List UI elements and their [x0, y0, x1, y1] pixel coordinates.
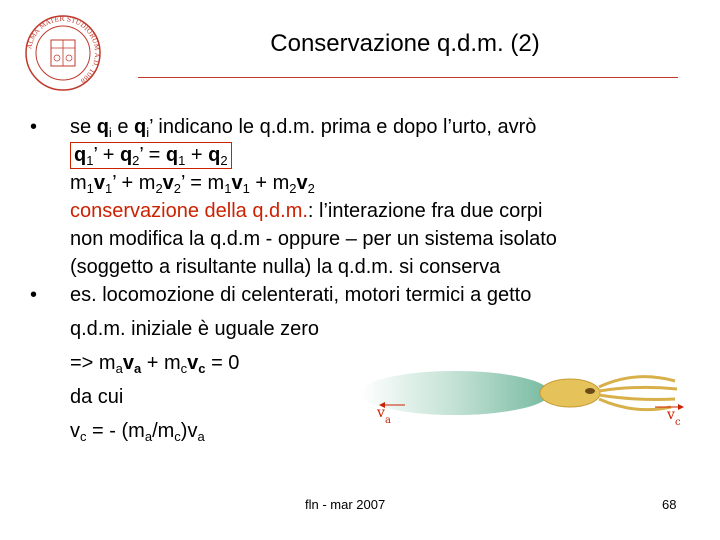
- sub: 2: [289, 181, 297, 196]
- m: m: [138, 172, 156, 194]
- footer-course-date: fln - mar 2007: [305, 497, 386, 512]
- m: m: [207, 172, 225, 194]
- sub: c: [180, 361, 188, 376]
- op: /m: [152, 420, 175, 442]
- op: = - (m: [86, 420, 145, 442]
- text: se: [70, 116, 97, 138]
- op: ’ +: [112, 172, 139, 194]
- sub: 2: [155, 181, 163, 196]
- sub: c: [174, 429, 181, 444]
- text: : l’interazione fra due corpi: [307, 200, 543, 222]
- sub: 2: [307, 181, 315, 196]
- sub: 2: [220, 153, 228, 168]
- q: q: [165, 144, 179, 166]
- m: m: [70, 172, 87, 194]
- m: m: [163, 352, 181, 374]
- text-line: q.d.m. iniziale è uguale zero: [70, 318, 320, 340]
- sub: c: [80, 429, 87, 444]
- sub: a: [144, 429, 153, 444]
- m: m: [98, 352, 116, 374]
- op: )v: [180, 420, 198, 442]
- v: v: [296, 172, 308, 194]
- op: ’ =: [139, 144, 166, 166]
- sub: 1: [86, 181, 94, 196]
- vc-subscript: c: [675, 417, 681, 428]
- sub: 1: [224, 181, 232, 196]
- v: v: [231, 172, 243, 194]
- sub: 2: [132, 153, 140, 168]
- v: v: [162, 172, 174, 194]
- squid-jet-illustration: [345, 345, 695, 463]
- op: +: [185, 144, 209, 166]
- slide-title: Conservazione q.d.m. (2): [270, 30, 540, 57]
- sub: a: [133, 361, 142, 376]
- vc-label: v: [667, 407, 675, 423]
- q-symbol: q: [96, 116, 109, 138]
- q: q: [119, 144, 133, 166]
- op: +: [249, 172, 273, 194]
- op: ’ +: [93, 144, 120, 166]
- q-symbol: q: [134, 116, 147, 138]
- op: +: [141, 352, 164, 374]
- water-jet: [360, 371, 550, 415]
- svg-text:ALMA MATER STUDIORUM A.D. 1088: ALMA MATER STUDIORUM A.D. 1088: [25, 14, 102, 85]
- va-label: v: [377, 405, 385, 421]
- title-underline: [138, 77, 678, 78]
- sub: 1: [242, 181, 250, 196]
- bullet-dot: •: [30, 116, 38, 138]
- op: =>: [70, 352, 99, 374]
- v: v: [187, 352, 199, 374]
- conservation-line: [30, 197, 700, 225]
- vc-arrowhead: [678, 404, 684, 410]
- text: es. locomozione di celenterati, motori termici a getto: [70, 284, 532, 306]
- sub: a: [115, 361, 123, 376]
- sub: 2: [173, 181, 182, 196]
- squid-eye: [585, 388, 595, 394]
- sub: 1: [178, 153, 186, 168]
- squid-tentacles: [599, 377, 677, 410]
- equation-q: [30, 141, 700, 169]
- m: m: [272, 172, 290, 194]
- q: q: [208, 144, 221, 166]
- q: q: [74, 144, 87, 166]
- op: = 0: [205, 352, 240, 374]
- v: v: [122, 352, 134, 374]
- subscript: i: [146, 125, 150, 140]
- v: v: [70, 420, 80, 442]
- v: v: [93, 172, 106, 194]
- text-line: da cui: [70, 386, 124, 408]
- equation-mv: [30, 169, 700, 197]
- va-subscript: a: [385, 415, 391, 426]
- bullet-dot: •: [30, 284, 38, 306]
- boxed-equation: [70, 142, 232, 169]
- text: ’ indicano le q.d.m. prima e dopo l’urto, avrò: [149, 116, 537, 138]
- bullet-2: [30, 281, 700, 309]
- text: e: [111, 116, 135, 138]
- bullet-1: [30, 113, 700, 141]
- op: ’ =: [181, 172, 208, 194]
- sub: c: [198, 361, 206, 376]
- page-number: 68: [662, 497, 677, 512]
- subscript: i: [108, 125, 112, 140]
- text-line: non modifica la q.d.m - oppure – per un sistema isolato: [70, 228, 557, 250]
- sub: 1: [105, 181, 113, 196]
- conservation-label: conservazione della q.d.m.: [70, 200, 308, 222]
- text-line: (soggetto a risultante nulla) la q.d.m. si conserva: [70, 256, 501, 278]
- sub: 1: [86, 153, 94, 168]
- sub: a: [197, 429, 205, 444]
